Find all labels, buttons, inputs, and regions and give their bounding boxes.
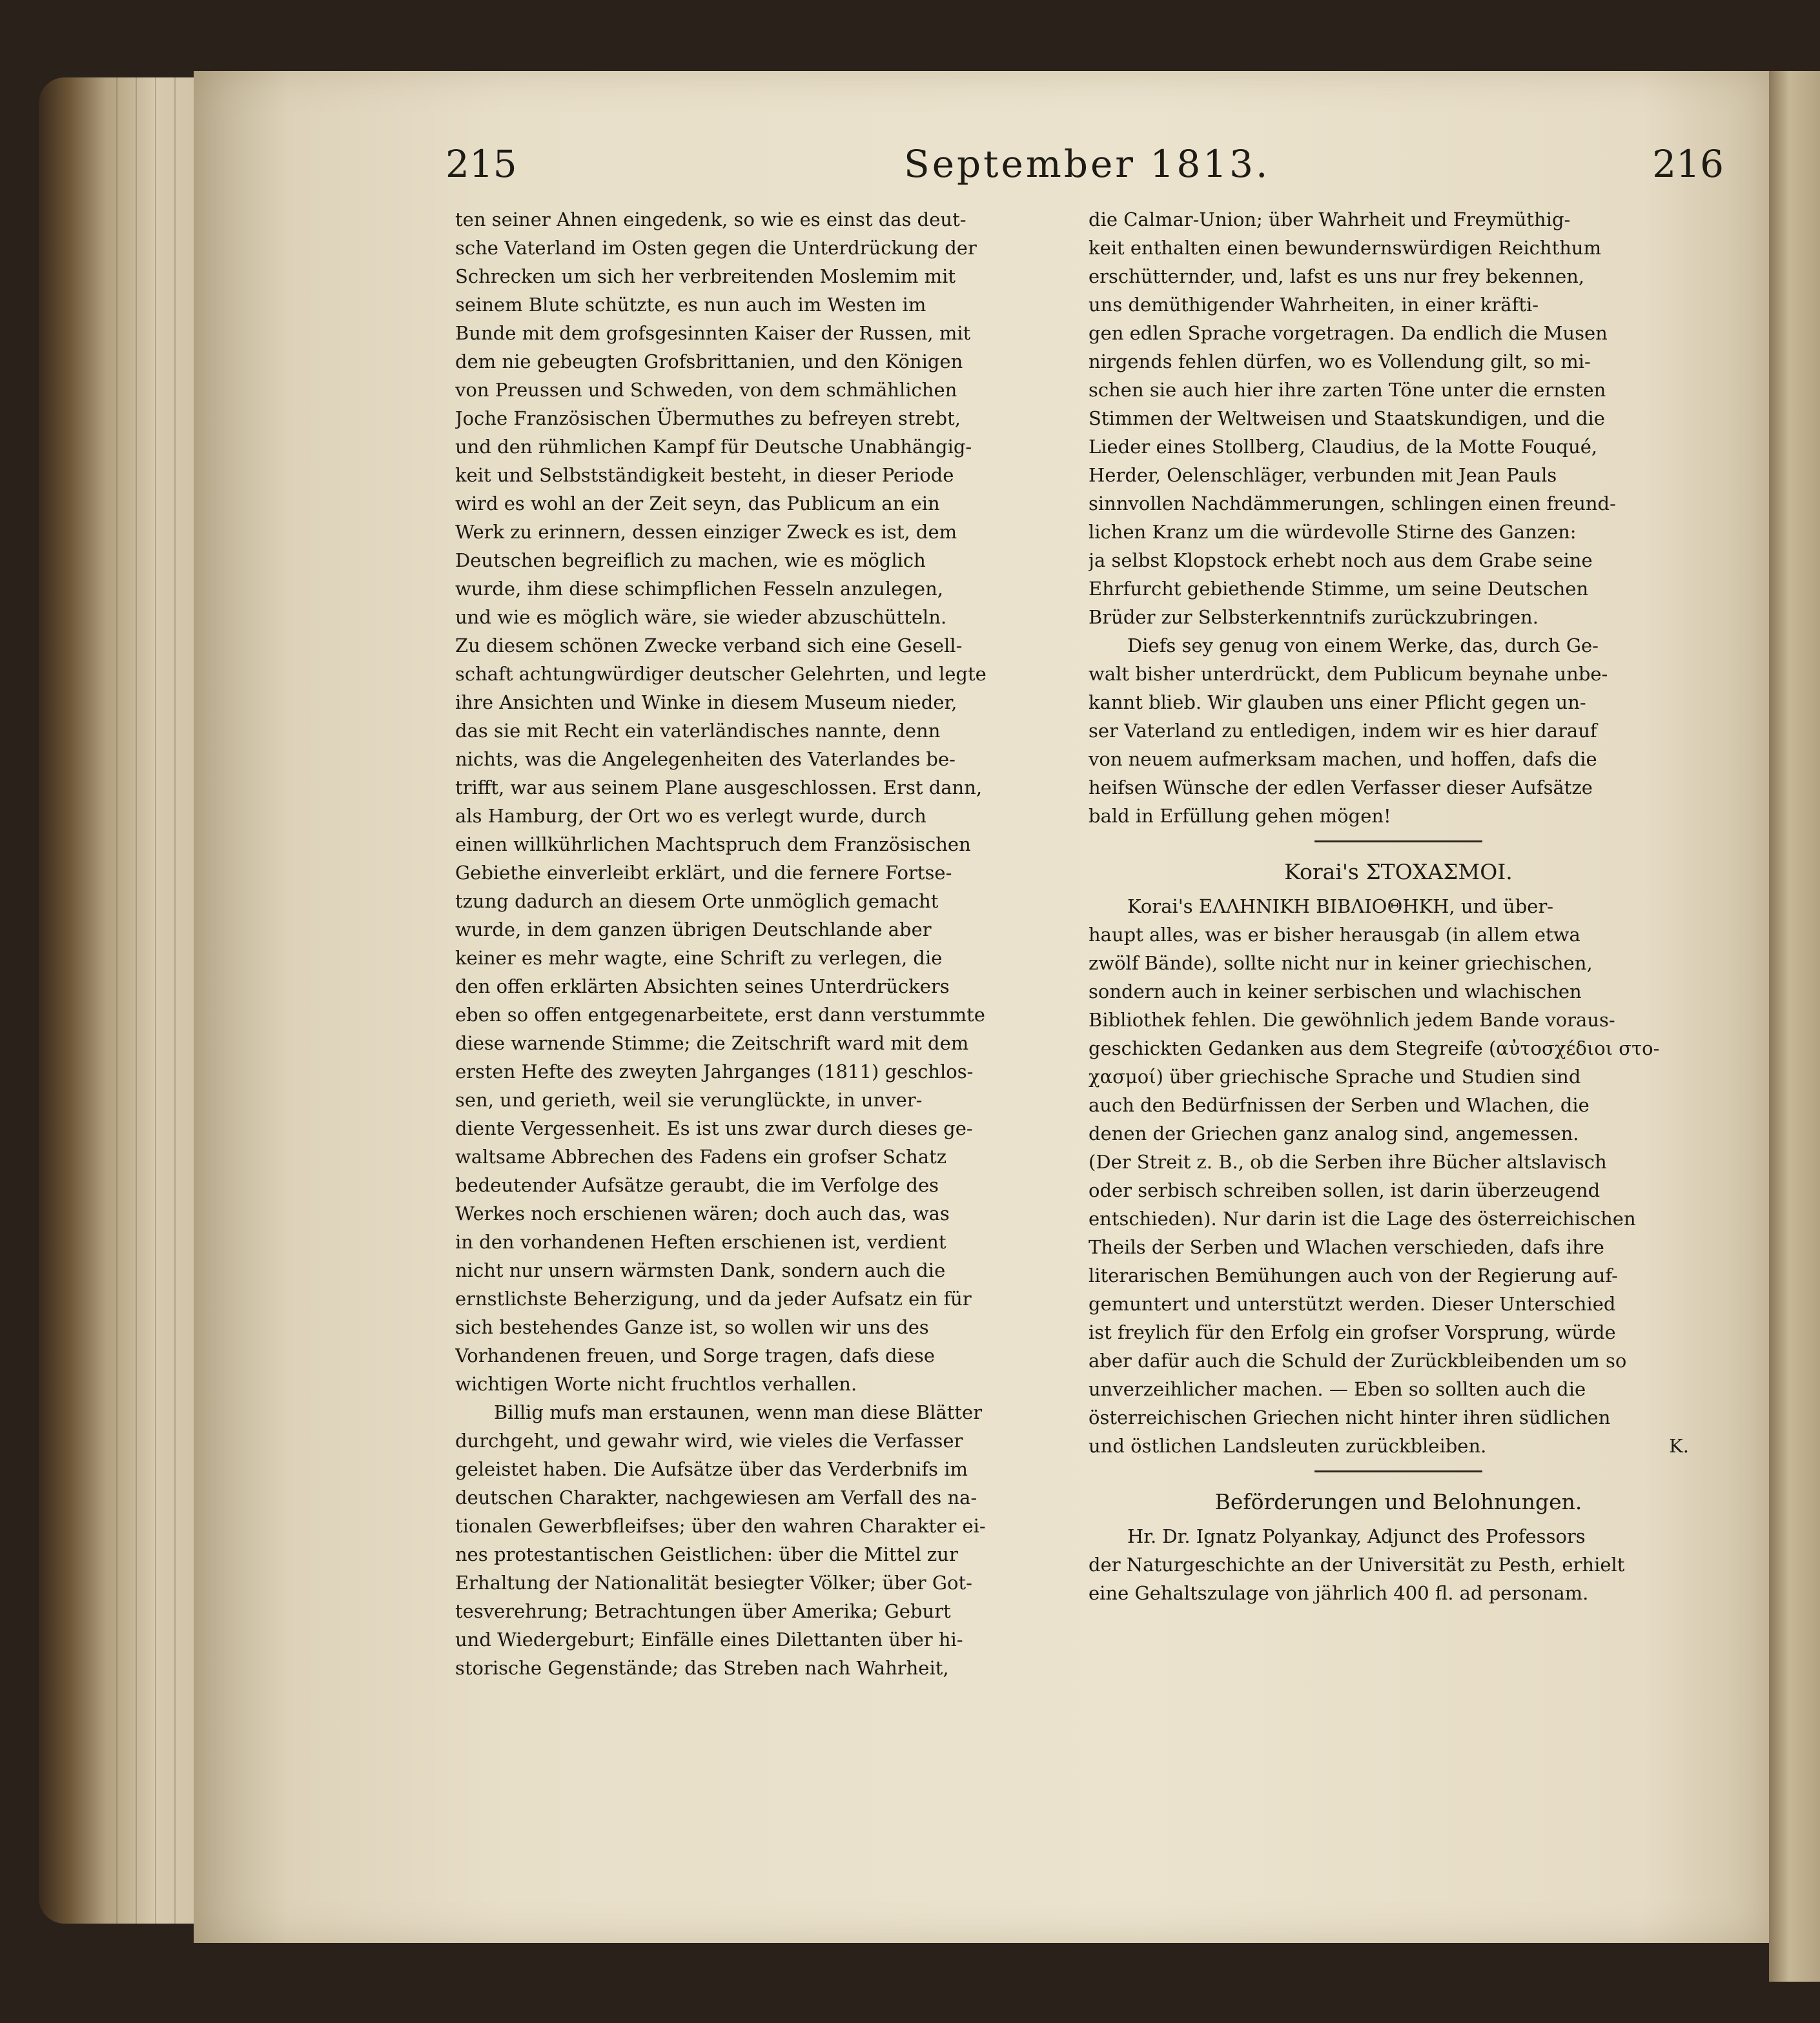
text-line: Vorhandenen freuen, und Sorge tragen, dafs diese — [455, 1345, 936, 1367]
text-line: aber dafür auch die Schuld der Zurückbleibenden um so — [1089, 1350, 1627, 1372]
text-line: entschieden). Nur darin ist die Lage des österreichischen — [1089, 1208, 1636, 1230]
text-line: denen der Griechen ganz analog sind, angemessen. — [1089, 1123, 1579, 1144]
text-line: haupt alles, was er bisher herausgab (in allem etwa — [1089, 924, 1580, 946]
text-line: Ehrfurcht gebiethende Stimme, um seine Deutschen — [1089, 578, 1589, 600]
text-line: diese warnende Stimme; die Zeitschrift ward mit dem — [455, 1032, 969, 1054]
text-line: ernstlichste Beherzigung, und da jeder Aufsatz ein für — [455, 1288, 972, 1310]
text-line: ihre Ansichten und Winke in diesem Museum nieder, — [455, 691, 957, 713]
text-line: geschickten Gedanken aus dem Stegreife (αὐτοσχέδιοι στο- — [1089, 1037, 1660, 1059]
text-line: nirgends fehlen dürfen, wo es Vollendung gilt, so mi- — [1089, 351, 1591, 372]
text-line: wird es wohl an der Zeit seyn, das Publicum an ein — [455, 493, 940, 514]
text-line: Diefs sey genug von einem Werke, das, durch Ge- — [1127, 635, 1599, 656]
text-line: Bunde mit dem grofsgesinnten Kaiser der Russen, mit — [455, 322, 971, 344]
author-signature: K. — [1669, 1435, 1689, 1457]
text-line: Werk zu erinnern, dessen einziger Zweck es ist, dem — [455, 521, 957, 543]
text-line: unverzeihlicher machen. — Eben so sollten auch die — [1089, 1378, 1586, 1400]
text-line: von Preussen und Schweden, von dem schmählichen — [455, 379, 957, 401]
text-line: Herder, Oelenschläger, verbunden mit Jean Pauls — [1089, 464, 1557, 486]
text-line: Gebiethe einverleibt erklärt, und die fernere Fortse- — [455, 862, 952, 884]
text-line: literarischen Bemühungen auch von der Regierung auf- — [1089, 1265, 1618, 1286]
text-line: keit enthalten einen bewundernswürdigen Reichthum — [1089, 237, 1602, 259]
text-line: und Wiedergeburt; Einfälle eines Dilettanten über hi- — [455, 1629, 963, 1651]
left-page-number: 215 — [445, 142, 517, 186]
text-line: sen, und gerieth, weil sie verunglückte, in unver- — [455, 1089, 923, 1111]
text-line: das sie mit Recht ein vaterländisches nannte, denn — [455, 720, 941, 742]
text-line: ser Vaterland zu entledigen, indem wir es hier darauf — [1089, 720, 1597, 742]
text-line: keiner es mehr wagte, eine Schrift zu verlegen, die — [455, 947, 943, 969]
text-line: nes protestantischen Geistlichen: über die Mittel zur — [455, 1543, 958, 1565]
text-line: kannt blieb. Wir glauben uns einer Pflicht gegen un- — [1089, 691, 1586, 713]
text-line: einen willkührlichen Machtspruch dem Französischen — [455, 833, 971, 855]
text-line: dem nie gebeugten Grofsbrittanien, und den Königen — [455, 351, 963, 372]
text-line: trifft, war aus seinem Plane ausgeschlossen. Erst dann, — [455, 777, 983, 798]
text-line: den offen erklärten Absichten seines Unterdrückers — [455, 975, 950, 997]
right-page-number: 216 — [1652, 142, 1724, 186]
text-line: die Calmar-Union; über Wahrheit und Freymüthig- — [1089, 208, 1571, 230]
text-line: Brüder zur Selbsterkenntnifs zurückzubringen. — [1089, 606, 1539, 628]
text-line: deutschen Charakter, nachgewiesen am Verfall des na- — [455, 1487, 977, 1509]
text-line: eine Gehaltszulage von jährlich 400 fl. ad personam. — [1089, 1582, 1589, 1604]
book-page-edges — [39, 77, 207, 1924]
text-line: waltsame Abbrechen des Fadens ein grofser Schatz — [455, 1146, 947, 1168]
text-line: (Der Streit z. B., ob die Serben ihre Bücher altslavisch — [1089, 1151, 1607, 1173]
running-title: September 1813. — [904, 142, 1271, 186]
text-line: sinnvollen Nachdämmerungen, schlingen einen freund- — [1089, 493, 1616, 514]
text-line: in den vorhandenen Heften erschienen ist, verdient — [455, 1231, 946, 1253]
text-line: uns demüthigender Wahrheiten, in einer kräfti- — [1089, 294, 1539, 316]
text-line: Lieder eines Stollberg, Claudius, de la Motte Fouqué, — [1089, 436, 1598, 458]
text-line: heifsen Wünsche der edlen Verfasser dieser Aufsätze — [1089, 777, 1593, 798]
top-background — [0, 0, 1820, 71]
text-line: schen sie auch hier ihre zarten Töne unter die ernsten — [1089, 379, 1606, 401]
text-line: Erhaltung der Nationalität besiegter Völker; über Got- — [455, 1572, 972, 1594]
text-line: auch den Bedürfnissen der Serben und Wlachen, die — [1089, 1094, 1590, 1116]
text-line: ist freylich für den Erfolg ein grofser Vorsprung, würde — [1089, 1321, 1616, 1343]
text-line: keit und Selbstständigkeit besteht, in dieser Periode — [455, 464, 954, 486]
text-line: Bibliothek fehlen. Die gewöhnlich jedem Bande voraus- — [1089, 1009, 1615, 1031]
text-line: Schrecken um sich her verbreitenden Moslemim mit — [455, 265, 956, 287]
text-line: seinem Blute schützte, es nun auch im Westen im — [455, 294, 926, 316]
text-line: Zu diesem schönen Zwecke verband sich eine Gesell- — [455, 635, 963, 656]
text-line: bald in Erfüllung gehen mögen! — [1089, 805, 1391, 827]
facing-page-edge — [1769, 71, 1820, 1982]
text-line: ersten Hefte des zweyten Jahrganges (1811) geschlos- — [455, 1061, 974, 1083]
text-line: Joche Französischen Übermuthes zu befreyen strebt, — [455, 407, 961, 429]
text-line: sche Vaterland im Osten gegen die Unterdrückung der — [455, 237, 977, 259]
text-line: χασμοί) über griechische Sprache und Studien sind — [1089, 1066, 1581, 1088]
text-line: wurde, ihm diese schimpflichen Fesseln anzulegen, — [455, 578, 943, 600]
text-line: Stimmen der Weltweisen und Staatskundigen, und die — [1089, 407, 1605, 429]
text-line: und wie es möglich wäre, sie wieder abzuschütteln. — [455, 606, 947, 628]
text-line: erschütternder, und, lafst es uns nur frey bekennen, — [1089, 265, 1585, 287]
text-line: bedeutender Aufsätze geraubt, die im Verfolge des — [455, 1174, 939, 1196]
text-line: diente Vergessenheit. Es ist uns zwar durch dieses ge- — [455, 1117, 973, 1139]
paragraph-museum-contents — [1089, 205, 1708, 631]
text-line: gen edlen Sprache vorgetragen. Da endlich die Musen — [1089, 322, 1608, 344]
text-line: ten seiner Ahnen eingedenk, so wie es einst das deut- — [455, 208, 966, 230]
text-line: durchgeht, und gewahr wird, wie vieles die Verfasser — [455, 1430, 963, 1452]
text-line: und den rühmlichen Kampf für Deutsche Unabhängig- — [455, 436, 972, 458]
text-line: tzung dadurch an diesem Orte unmöglich gemacht — [455, 890, 939, 912]
left-column — [455, 205, 1075, 1682]
paragraph-conclusion — [1089, 631, 1708, 830]
text-line: walt bisher unterdrückt, dem Publicum beynahe unbe- — [1089, 663, 1608, 685]
paragraph-promotion — [1089, 1522, 1708, 1607]
section-divider — [1089, 1460, 1708, 1482]
text-line: nicht nur unsern wärmsten Dank, sondern auch die — [455, 1259, 946, 1281]
text-line: wichtigen Worte nicht fruchtlos verhallen. — [455, 1373, 857, 1395]
text-line: Theils der Serben und Wlachen verschieden, dafs ihre — [1089, 1236, 1604, 1258]
text-line: zwölf Bände), sollte nicht nur in keiner griechischen, — [1089, 952, 1593, 974]
paragraph-korais — [1089, 892, 1708, 1432]
text-line: Hr. Dr. Ignatz Polyankay, Adjunct des Professors — [1127, 1525, 1586, 1547]
text-line: sich bestehendes Ganze ist, so wollen wir uns des — [455, 1316, 929, 1338]
text-line: Werkes noch erschienen wären; doch auch das, was — [455, 1203, 950, 1225]
text-line: Billig mufs man erstaunen, wenn man diese Blätter — [494, 1401, 983, 1423]
text-line: als Hamburg, der Ort wo es verlegt wurde, durch — [455, 805, 926, 827]
text-line: oder serbisch schreiben sollen, ist darin überzeugend — [1089, 1179, 1600, 1201]
text-line: tionalen Gewerbfleifses; über den wahren Charakter ei- — [455, 1515, 986, 1537]
section-heading-promotions: Beförderungen und Belohnungen. — [1214, 1489, 1582, 1514]
text-line: lichen Kranz um die würdevolle Stirne des Ganzen: — [1089, 521, 1577, 543]
section-heading-korais: Korai's ΣΤΟΧΑΣΜΟΙ. — [1284, 859, 1513, 884]
text-line: wurde, in dem ganzen übrigen Deutschlande aber — [455, 919, 932, 940]
paragraph-last-line: und östlichen Landsleuten zurückbleiben. — [1089, 1435, 1487, 1457]
text-line: der Naturgeschichte an der Universität zu Pesth, erhielt — [1089, 1554, 1625, 1576]
text-line: sondern auch in keiner serbischen und wlachischen — [1089, 981, 1582, 1002]
right-column — [1089, 205, 1708, 1607]
signed-line — [1089, 1432, 1708, 1460]
text-line: Deutschen begreiflich zu machen, wie es möglich — [455, 549, 926, 571]
text-line: nichts, was die Angelegenheiten des Vaterlandes be- — [455, 748, 956, 770]
text-line: storische Gegenstände; das Streben nach Wahrheit, — [455, 1657, 949, 1679]
text-line: österreichischen Griechen nicht hinter ihren südlichen — [1089, 1407, 1611, 1428]
running-head — [445, 142, 1724, 194]
text-line: von neuem aufmerksam machen, und hoffen, dafs die — [1089, 748, 1597, 770]
text-line: tesverehrung; Betrachtungen über Amerika; Geburt — [455, 1600, 951, 1622]
text-line: schaft achtungwürdiger deutscher Gelehrten, und legte — [455, 663, 987, 685]
section-divider — [1089, 830, 1708, 852]
text-line: geleistet haben. Die Aufsätze über das Verderbnifs im — [455, 1458, 968, 1480]
text-line: ja selbst Klopstock erhebt noch aus dem Grabe seine — [1089, 549, 1593, 571]
text-line: Korai's ΕΛΛΗΝΙΚΗ ΒΙΒΛΙΟΘΗΚΗ, und über- — [1127, 895, 1554, 917]
text-line: gemuntert und unterstützt werden. Dieser Unterschied — [1089, 1293, 1616, 1315]
text-line: eben so offen entgegenarbeitete, erst dann verstummte — [455, 1004, 985, 1026]
